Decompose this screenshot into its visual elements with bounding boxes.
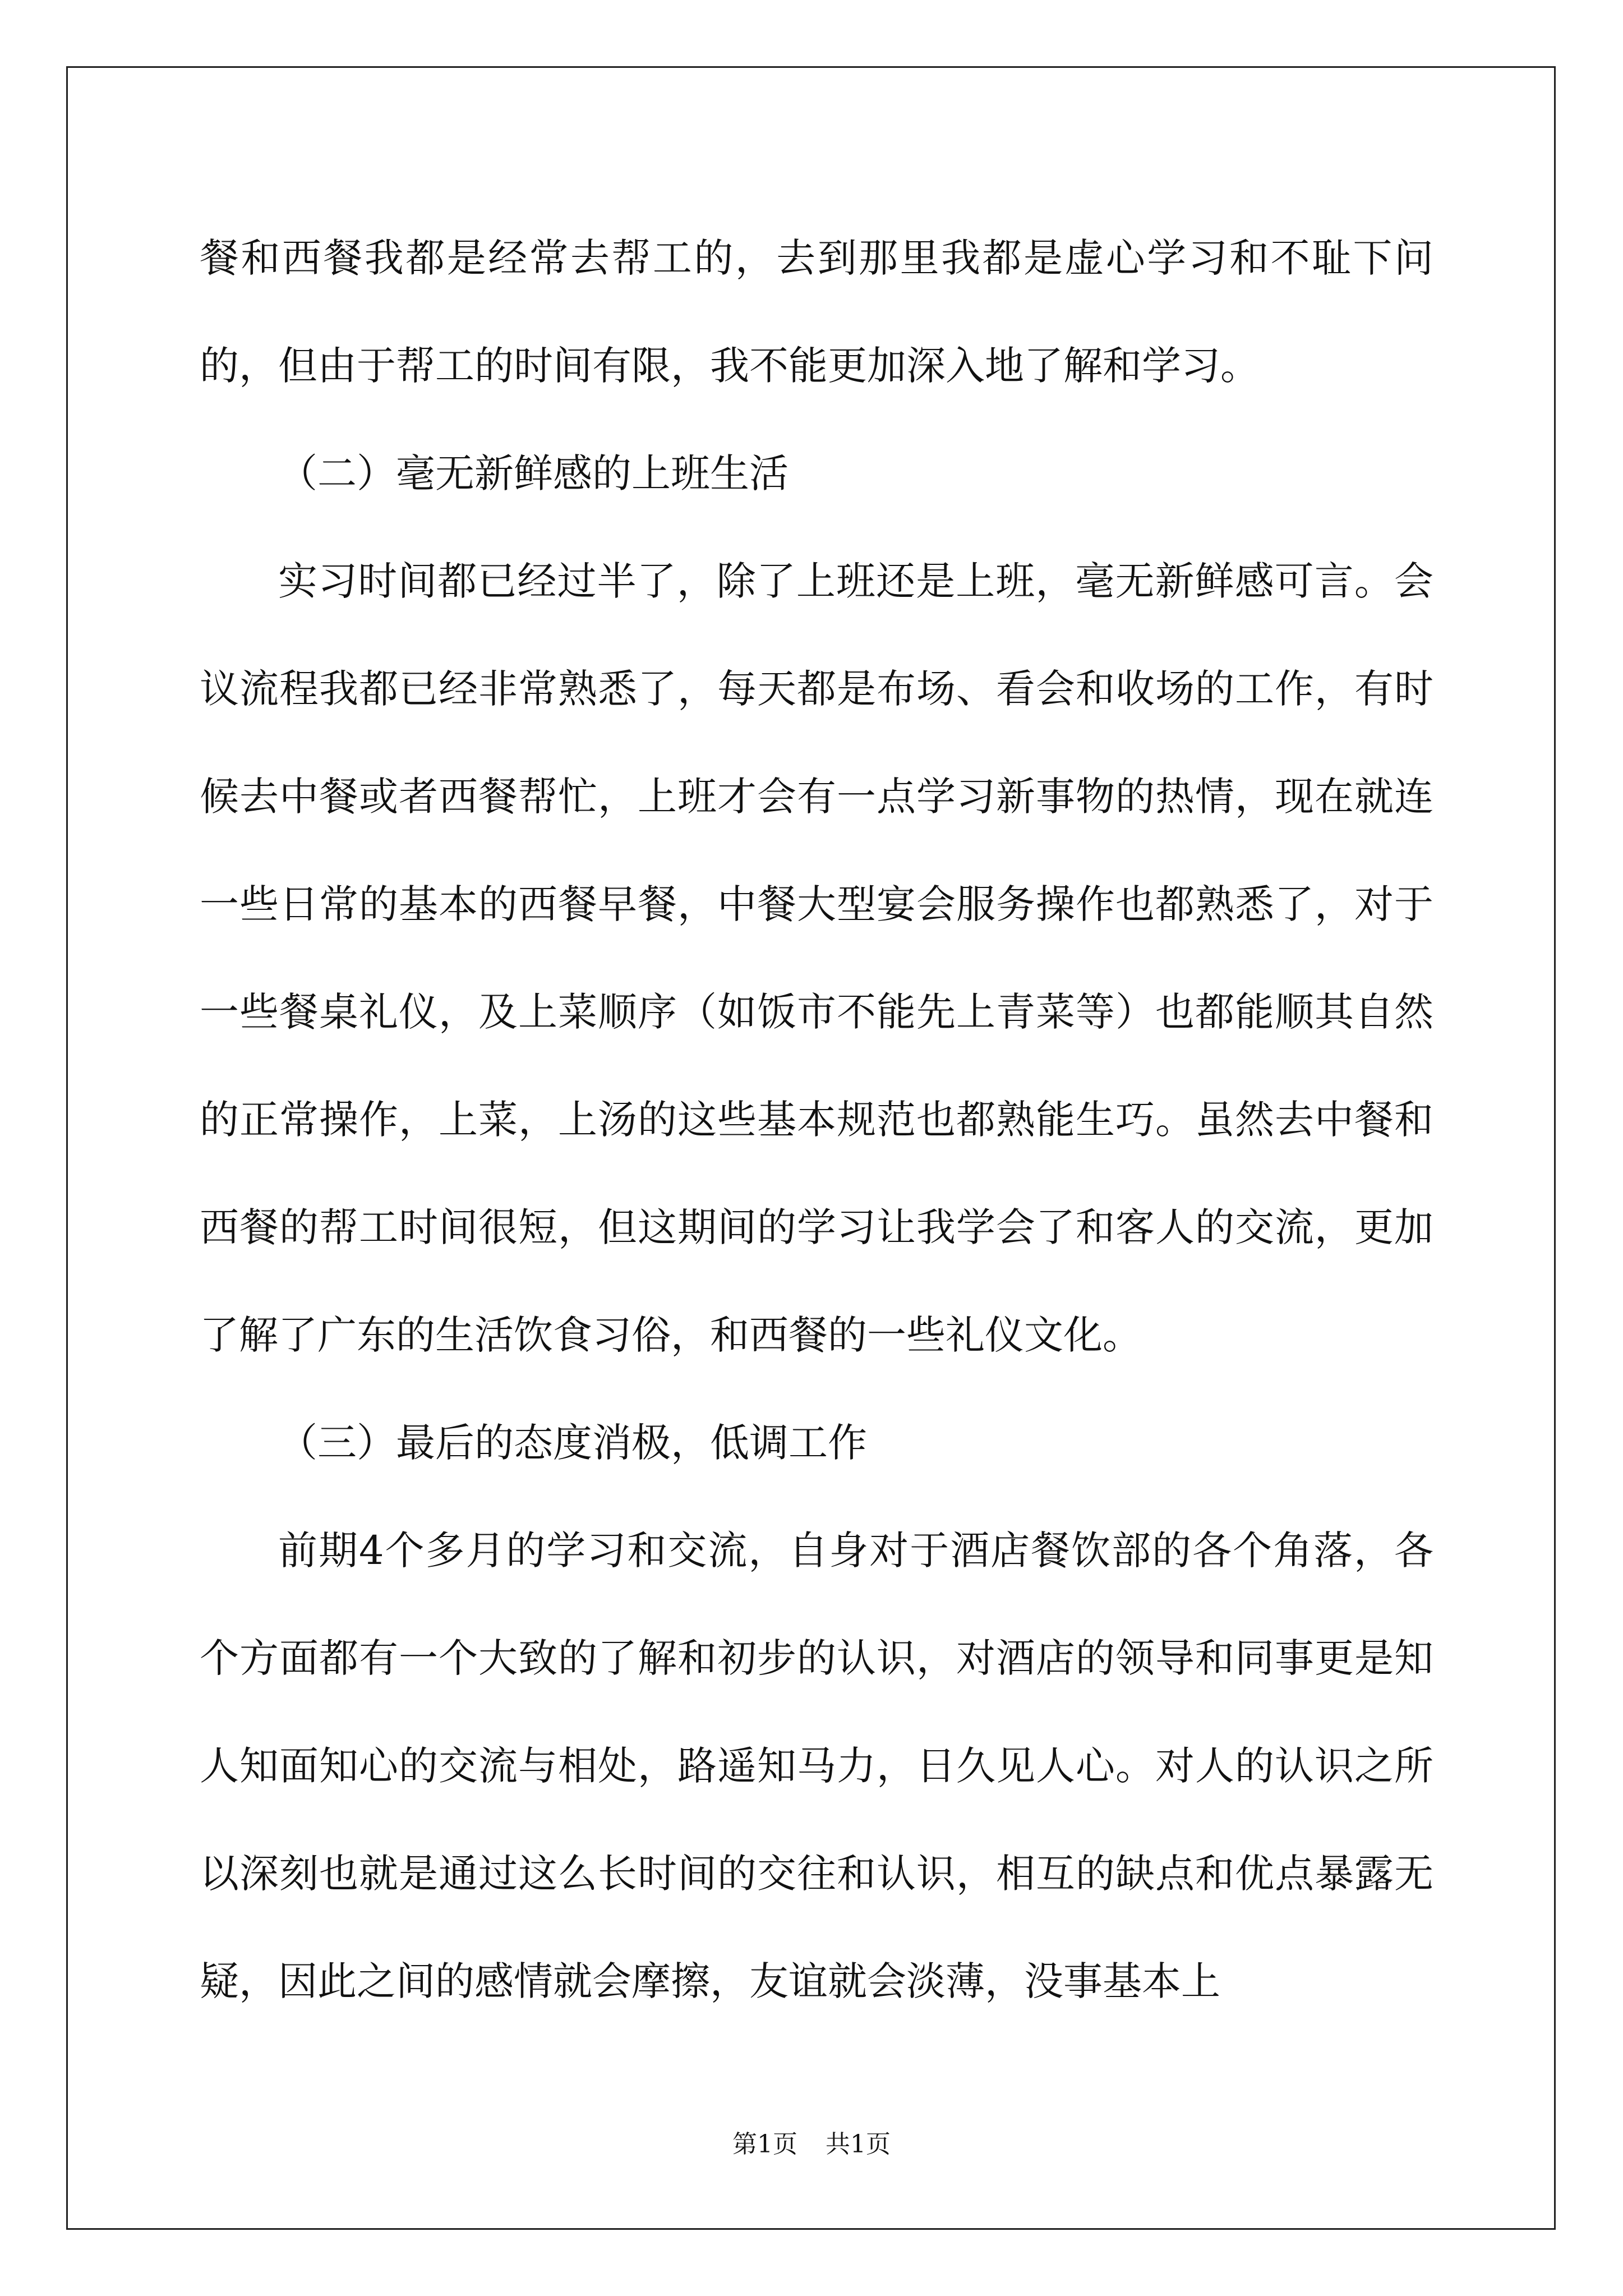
paragraph-continuation: 餐和西餐我都是经常去帮工的，去到那里我都是虚心学习和不耻下问的，但由于帮工的时间有限，我不能更加深入地了解和学习。 bbox=[200, 235, 1433, 389]
paragraph-body-3: 前期4个多月的学习和交流，自身对于酒店餐饮部的各个角落，各个方面都有一个大致的了解和初步的认识，对酒店的领导和同事更是知人知面知心的交流与相处，路遥知马力，日久见人心。对人的认识之所以深刻也就是通过这么长时间的交往和认识，相互的缺点和优点暴露无疑，因此之间的感情就会摩擦，友谊就会淡薄，没事基本上 bbox=[200, 1527, 1433, 2004]
section-heading-3: （三）最后的态度消极，低调工作 bbox=[278, 1420, 867, 1466]
page-footer bbox=[0, 2124, 1623, 2160]
page-number: 第1页 bbox=[732, 2130, 797, 2159]
page-total: 共1页 bbox=[826, 2130, 891, 2159]
section-heading-2: （二）毫无新鲜感的上班生活 bbox=[278, 450, 789, 496]
paragraph-body-2: 实习时间都已经过半了，除了上班还是上班，毫无新鲜感可言。会议流程我都已经非常熟悉了，每天都是布场、看会和收场的工作，有时候去中餐或者西餐帮忙，上班才会有一点学习新事物的热情，现在就连一些日常的基本的西餐早餐，中餐大型宴会服务操作也都熟悉了，对于一些餐桌礼仪，及上菜顺序（如饭市不能先上青菜等）也都能顺其自然的正常操作，上菜，上汤的这些基本规范也都熟能生巧。虽然去中餐和西餐的帮工时间很短，但这期间的学习让我学会了和客人的交流，更加了解了广东的生活饮食习俗，和西餐的一些礼仪文化。 bbox=[200, 558, 1433, 1358]
document-body bbox=[200, 204, 1433, 2035]
